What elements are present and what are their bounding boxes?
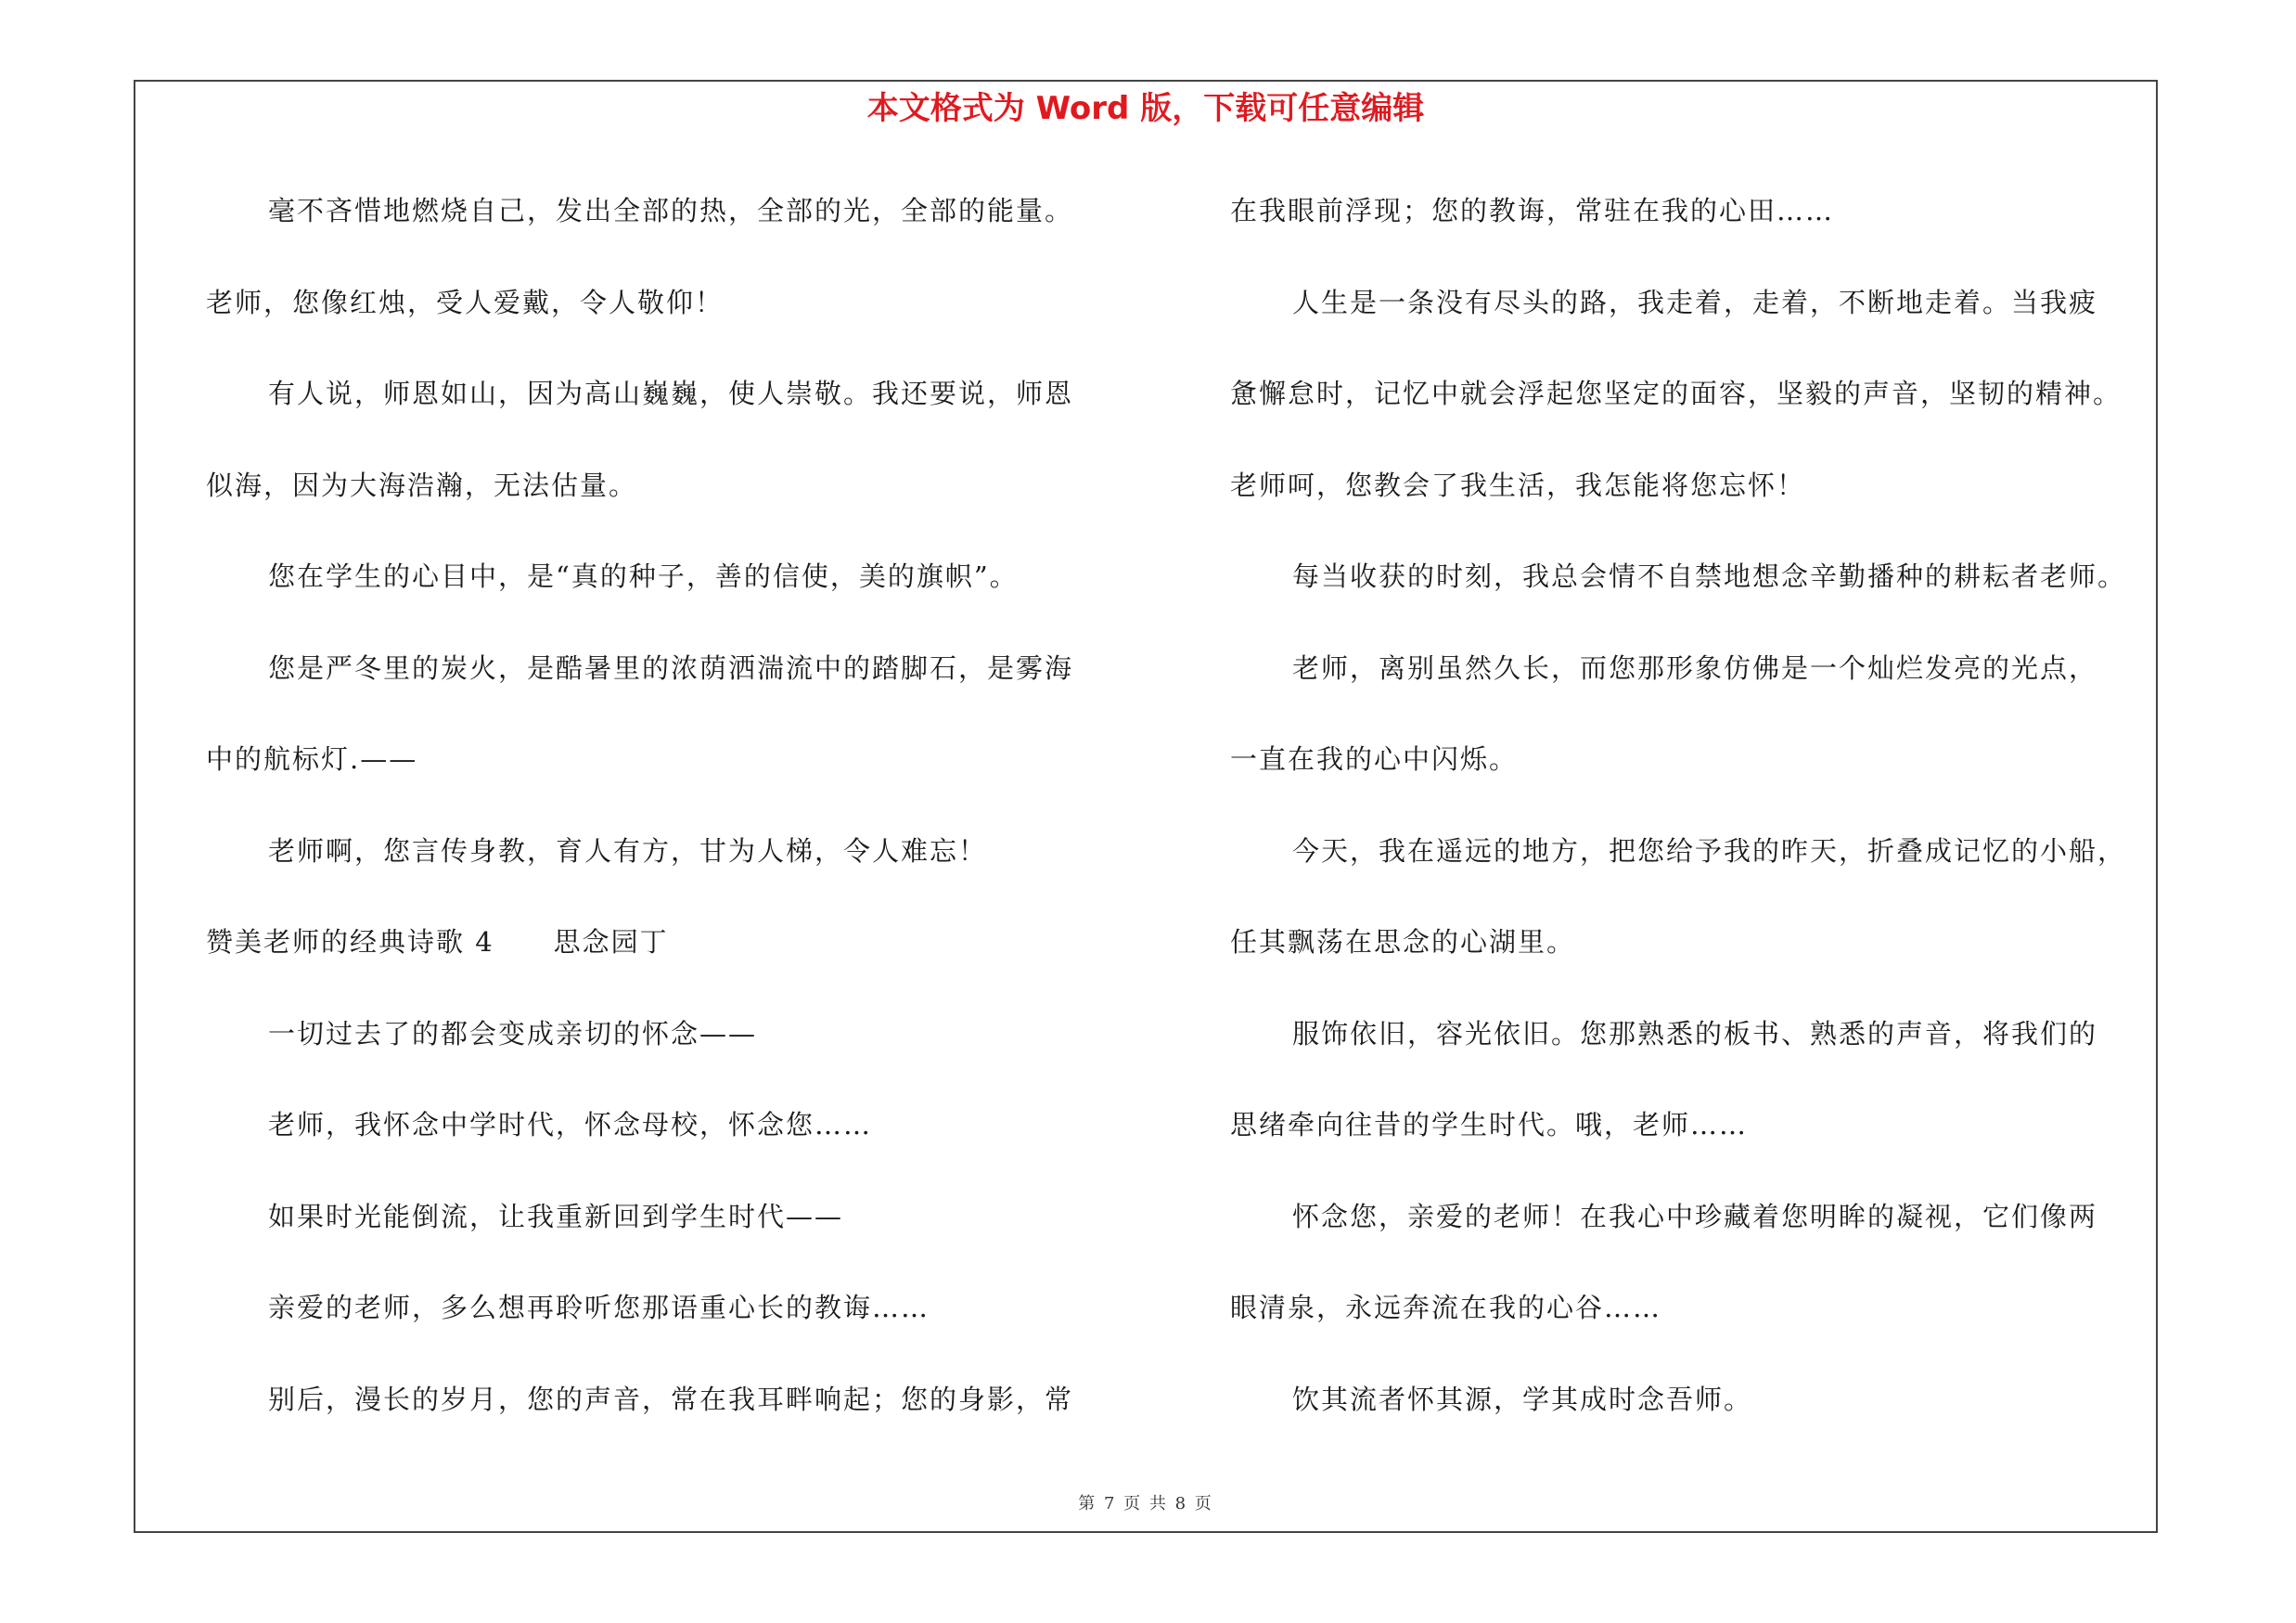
text-line: 老师，您像红烛，受人爱戴，令人敬仰！ bbox=[206, 286, 725, 318]
text-line: 老师，离别虽然久长，而您那形象仿佛是一个灿烂发亮的光点， bbox=[1292, 651, 2098, 684]
text-line: 您在学生的心目中，是“真的种子，善的信使，美的旗帜”。 bbox=[268, 560, 1019, 592]
text-line: 毫不吝惜地燃烧自己，发出全部的热，全部的光，全部的能量。 bbox=[268, 195, 1074, 226]
text-line: 思绪牵向往昔的学生时代。哦，老师…… bbox=[1230, 1109, 1749, 1140]
left-column bbox=[206, 176, 1171, 1456]
section-heading bbox=[206, 908, 1171, 999]
text-line: 今天，我在遥远的地方，把您给予我的昨天，折叠成记忆的小船， bbox=[1292, 834, 2127, 867]
text-line: 怀念您，亲爱的老师！在我心中珍藏着您明眸的凝视，它们像两 bbox=[1292, 1200, 2098, 1232]
text-line: 惫懈怠时，记忆中就会浮起您坚定的面容，坚毅的声音，坚韧的精神。 bbox=[1230, 378, 2123, 409]
right-column bbox=[1230, 176, 2158, 1456]
text-line: 任其飘荡在思念的心湖里。 bbox=[1230, 926, 1576, 958]
text-line: 老师啊，您言传身教，育人有方，甘为人梯，令人难忘！ bbox=[268, 834, 988, 867]
text-line: 中的航标灯.—— bbox=[206, 743, 418, 775]
text-line: 您是严冬里的炭火，是酷暑里的浓荫洒湍流中的踏脚石，是雾海 bbox=[268, 651, 1074, 684]
page-number: 第 7 页 共 8 页 bbox=[1078, 1494, 1213, 1514]
text-line: 别后，漫长的岁月，您的声音，常在我耳畔响起；您的身影，常 bbox=[268, 1383, 1074, 1415]
text-line: 亲爱的老师，多么想再聆听您那语重心长的教诲…… bbox=[268, 1292, 930, 1323]
text-line: 一切过去了的都会变成亲切的怀念—— bbox=[268, 1017, 758, 1050]
text-line: 老师，我怀念中学时代，怀念母校，怀念您…… bbox=[268, 1109, 873, 1140]
text-line: 如果时光能倒流，让我重新回到学生时代—— bbox=[268, 1200, 844, 1232]
section-heading-title: 思念园丁 bbox=[553, 926, 669, 958]
text-line: 饮其流者怀其源，学其成时念吾师。 bbox=[1292, 1383, 1753, 1415]
text-line: 眼清泉，永远奔流在我的心谷…… bbox=[1230, 1292, 1662, 1323]
section-heading-number: 赞美老师的经典诗歌 4 bbox=[206, 926, 494, 958]
text-line: 一直在我的心中闪烁。 bbox=[1230, 743, 1519, 775]
text-line: 有人说，师恩如山，因为高山巍巍，使人崇敬。我还要说，师恩 bbox=[268, 378, 1074, 409]
text-line: 似海，因为大海浩瀚，无法估量。 bbox=[206, 469, 638, 501]
text-line: 在我眼前浮现；您的教诲，常驻在我的心田…… bbox=[1230, 195, 1835, 226]
text-line: 服饰依旧，容光依旧。您那熟悉的板书、熟悉的声音，将我们的 bbox=[1292, 1017, 2098, 1050]
format-banner: 本文格式为 Word 版，下载可任意编辑 bbox=[866, 90, 1425, 127]
text-line: 人生是一条没有尽头的路，我走着，走着，不断地走着。当我疲 bbox=[1292, 286, 2098, 318]
text-line: 每当收获的时刻，我总会情不自禁地想念辛勤播种的耕耘者老师。 bbox=[1292, 560, 2127, 592]
text-line: 老师呵，您教会了我生活，我怎能将您忘怀！ bbox=[1230, 469, 1806, 501]
